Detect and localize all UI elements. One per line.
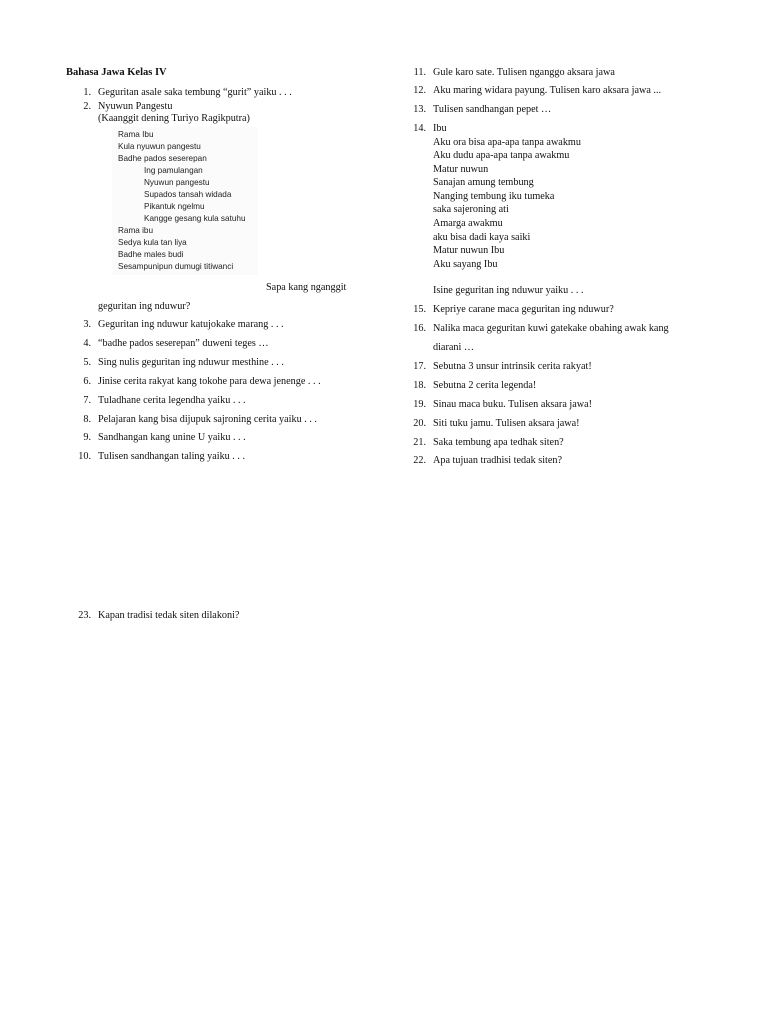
poem-line: Badhe males budi <box>118 250 184 259</box>
poem-ibu-line: Aku dudu apa-apa tanpa awakmu <box>433 150 570 161</box>
poem-ibu-line: Sanajan amung tembung <box>433 177 534 188</box>
question-10 <box>78 450 246 463</box>
question-number: 23. <box>78 610 91 621</box>
question-number: 17. <box>413 361 426 372</box>
question-8 <box>83 413 317 426</box>
question-18 <box>413 379 537 392</box>
question-text: Nalika maca geguritan kuwi gatekake obahing awak kang <box>433 323 669 334</box>
question-9 <box>83 431 246 444</box>
question-text: Saka tembung apa tedhak siten? <box>433 437 564 448</box>
question-text: Siti tuku jamu. Tulisen aksara jawa! <box>433 418 580 429</box>
question-text: Sing nulis geguritan ing nduwur mesthine . . . <box>98 357 284 368</box>
question-number: 3. <box>83 319 91 330</box>
question-number: 2. <box>83 101 91 112</box>
question-4 <box>83 337 269 350</box>
poem-ibu-line: Aku sayang Ibu <box>433 259 498 270</box>
poem-line: Ing pamulangan <box>144 166 203 175</box>
question-number: 14. <box>413 123 426 134</box>
question-15 <box>413 303 614 316</box>
question-22 <box>413 454 563 467</box>
question-23 <box>78 609 240 622</box>
question-text: Sebutna 3 unsur intrinsik cerita rakyat! <box>433 361 592 372</box>
question-text: Geguritan asale saka tembung “gurit” yaiku . . . <box>98 87 292 98</box>
question-text: “badhe pados seserepan” duweni teges … <box>98 338 269 349</box>
poem-author: (Kaanggit dening Turiyo Ragikputra) <box>98 113 250 124</box>
poem-ibu-line: Nanging tembung iku tumeka <box>433 191 555 202</box>
question-number: 22. <box>413 455 426 466</box>
question-number: 11. <box>413 67 426 78</box>
poem-ibu-line: aku bisa dadi kaya saiki <box>433 232 531 243</box>
question-text: Tulisen sandhangan pepet … <box>433 104 552 115</box>
question-number: 1. <box>83 87 91 98</box>
question-text: Tulisen sandhangan taling yaiku . . . <box>98 451 246 462</box>
question-number: 7. <box>83 395 91 406</box>
question-13 <box>413 103 552 116</box>
poem-line: Rama Ibu <box>118 130 154 139</box>
question-number: 21. <box>413 437 426 448</box>
question-text: Geguritan ing nduwur katujokake marang . . . <box>98 319 284 330</box>
question-5 <box>83 356 284 369</box>
question-number: 13. <box>413 104 426 115</box>
question-text: Tuladhane cerita legendha yaiku . . . <box>98 395 246 406</box>
question-3 <box>83 318 284 331</box>
question-7 <box>83 394 246 407</box>
question-16-cont: diarani … <box>433 342 475 353</box>
question-19 <box>413 398 593 411</box>
question-text: Ibu <box>433 123 447 134</box>
question-14-prompt: Isine geguritan ing nduwur yaiku . . . <box>433 285 584 296</box>
question-text: Apa tujuan tradhisi tedak siten? <box>433 455 563 466</box>
question-number: 20. <box>413 418 426 429</box>
poem-line: Kangge gesang kula satuhu <box>144 214 246 223</box>
question-text: Kepriye carane maca geguritan ing nduwur? <box>433 304 614 315</box>
poem-ibu-line: Matur nuwun Ibu <box>433 245 505 256</box>
question-number: 5. <box>83 357 91 368</box>
question-6 <box>83 375 321 388</box>
poem-line: Sedya kula tan liya <box>118 238 187 247</box>
question-2-prompt-cont: geguritan ing nduwur? <box>98 301 191 312</box>
poem-line: Sesampunipun dumugi titiwanci <box>118 262 234 271</box>
poem-line: Pikantuk ngelmu <box>144 202 205 211</box>
question-number: 9. <box>83 432 91 443</box>
question-number: 18. <box>413 380 426 391</box>
question-text: Sinau maca buku. Tulisen aksara jawa! <box>433 399 593 410</box>
poem-ibu-line: Aku ora bisa apa-apa tanpa awakmu <box>433 137 581 148</box>
question-16 <box>413 322 669 335</box>
poem-line: Rama ibu <box>118 226 154 235</box>
question-14 <box>413 122 447 135</box>
question-21 <box>413 436 564 449</box>
question-text: Sandhangan kang unine U yaiku . . . <box>98 432 246 443</box>
question-number: 12. <box>413 85 426 96</box>
poem-ibu-line: Amarga awakmu <box>433 218 503 229</box>
poem-line: Kula nyuwun pangestu <box>118 142 201 151</box>
poem-line: Nyuwun pangestu <box>144 178 210 187</box>
question-text: Nyuwun Pangestu <box>98 101 173 112</box>
question-number: 10. <box>78 451 91 462</box>
question-text: Kapan tradisi tedak siten dilakoni? <box>98 610 240 621</box>
question-2-prompt: Sapa kang nganggit <box>266 282 347 293</box>
question-number: 6. <box>83 376 91 387</box>
poem-ibu-line: Matur nuwun <box>433 164 489 175</box>
poem-line: Supados tansah widada <box>144 190 232 199</box>
question-17 <box>413 360 592 373</box>
question-number: 4. <box>83 338 91 349</box>
poem-ibu-line: saka sajeroning ati <box>433 204 509 215</box>
question-text: Gule karo sate. Tulisen nganggo aksara jawa <box>433 67 615 78</box>
question-number: 8. <box>83 414 91 425</box>
question-20 <box>413 417 580 430</box>
question-text: Sebutna 2 cerita legenda! <box>433 380 537 391</box>
poem-line: Badhe pados seserepan <box>118 154 207 163</box>
question-number: 19. <box>413 399 426 410</box>
question-text: Pelajaran kang bisa dijupuk sajroning cerita yaiku . . . <box>98 414 317 425</box>
question-1 <box>83 86 292 99</box>
question-12 <box>413 84 662 97</box>
question-11 <box>413 66 615 79</box>
question-number: 16. <box>413 323 426 334</box>
question-number: 15. <box>413 304 426 315</box>
question-text: Aku maring widara payung. Tulisen karo aksara jawa ... <box>433 85 662 96</box>
page-title: Bahasa Jawa Kelas IV <box>66 67 167 78</box>
question-text: Jinise cerita rakyat kang tokohe para dewa jenenge . . . <box>98 376 321 387</box>
